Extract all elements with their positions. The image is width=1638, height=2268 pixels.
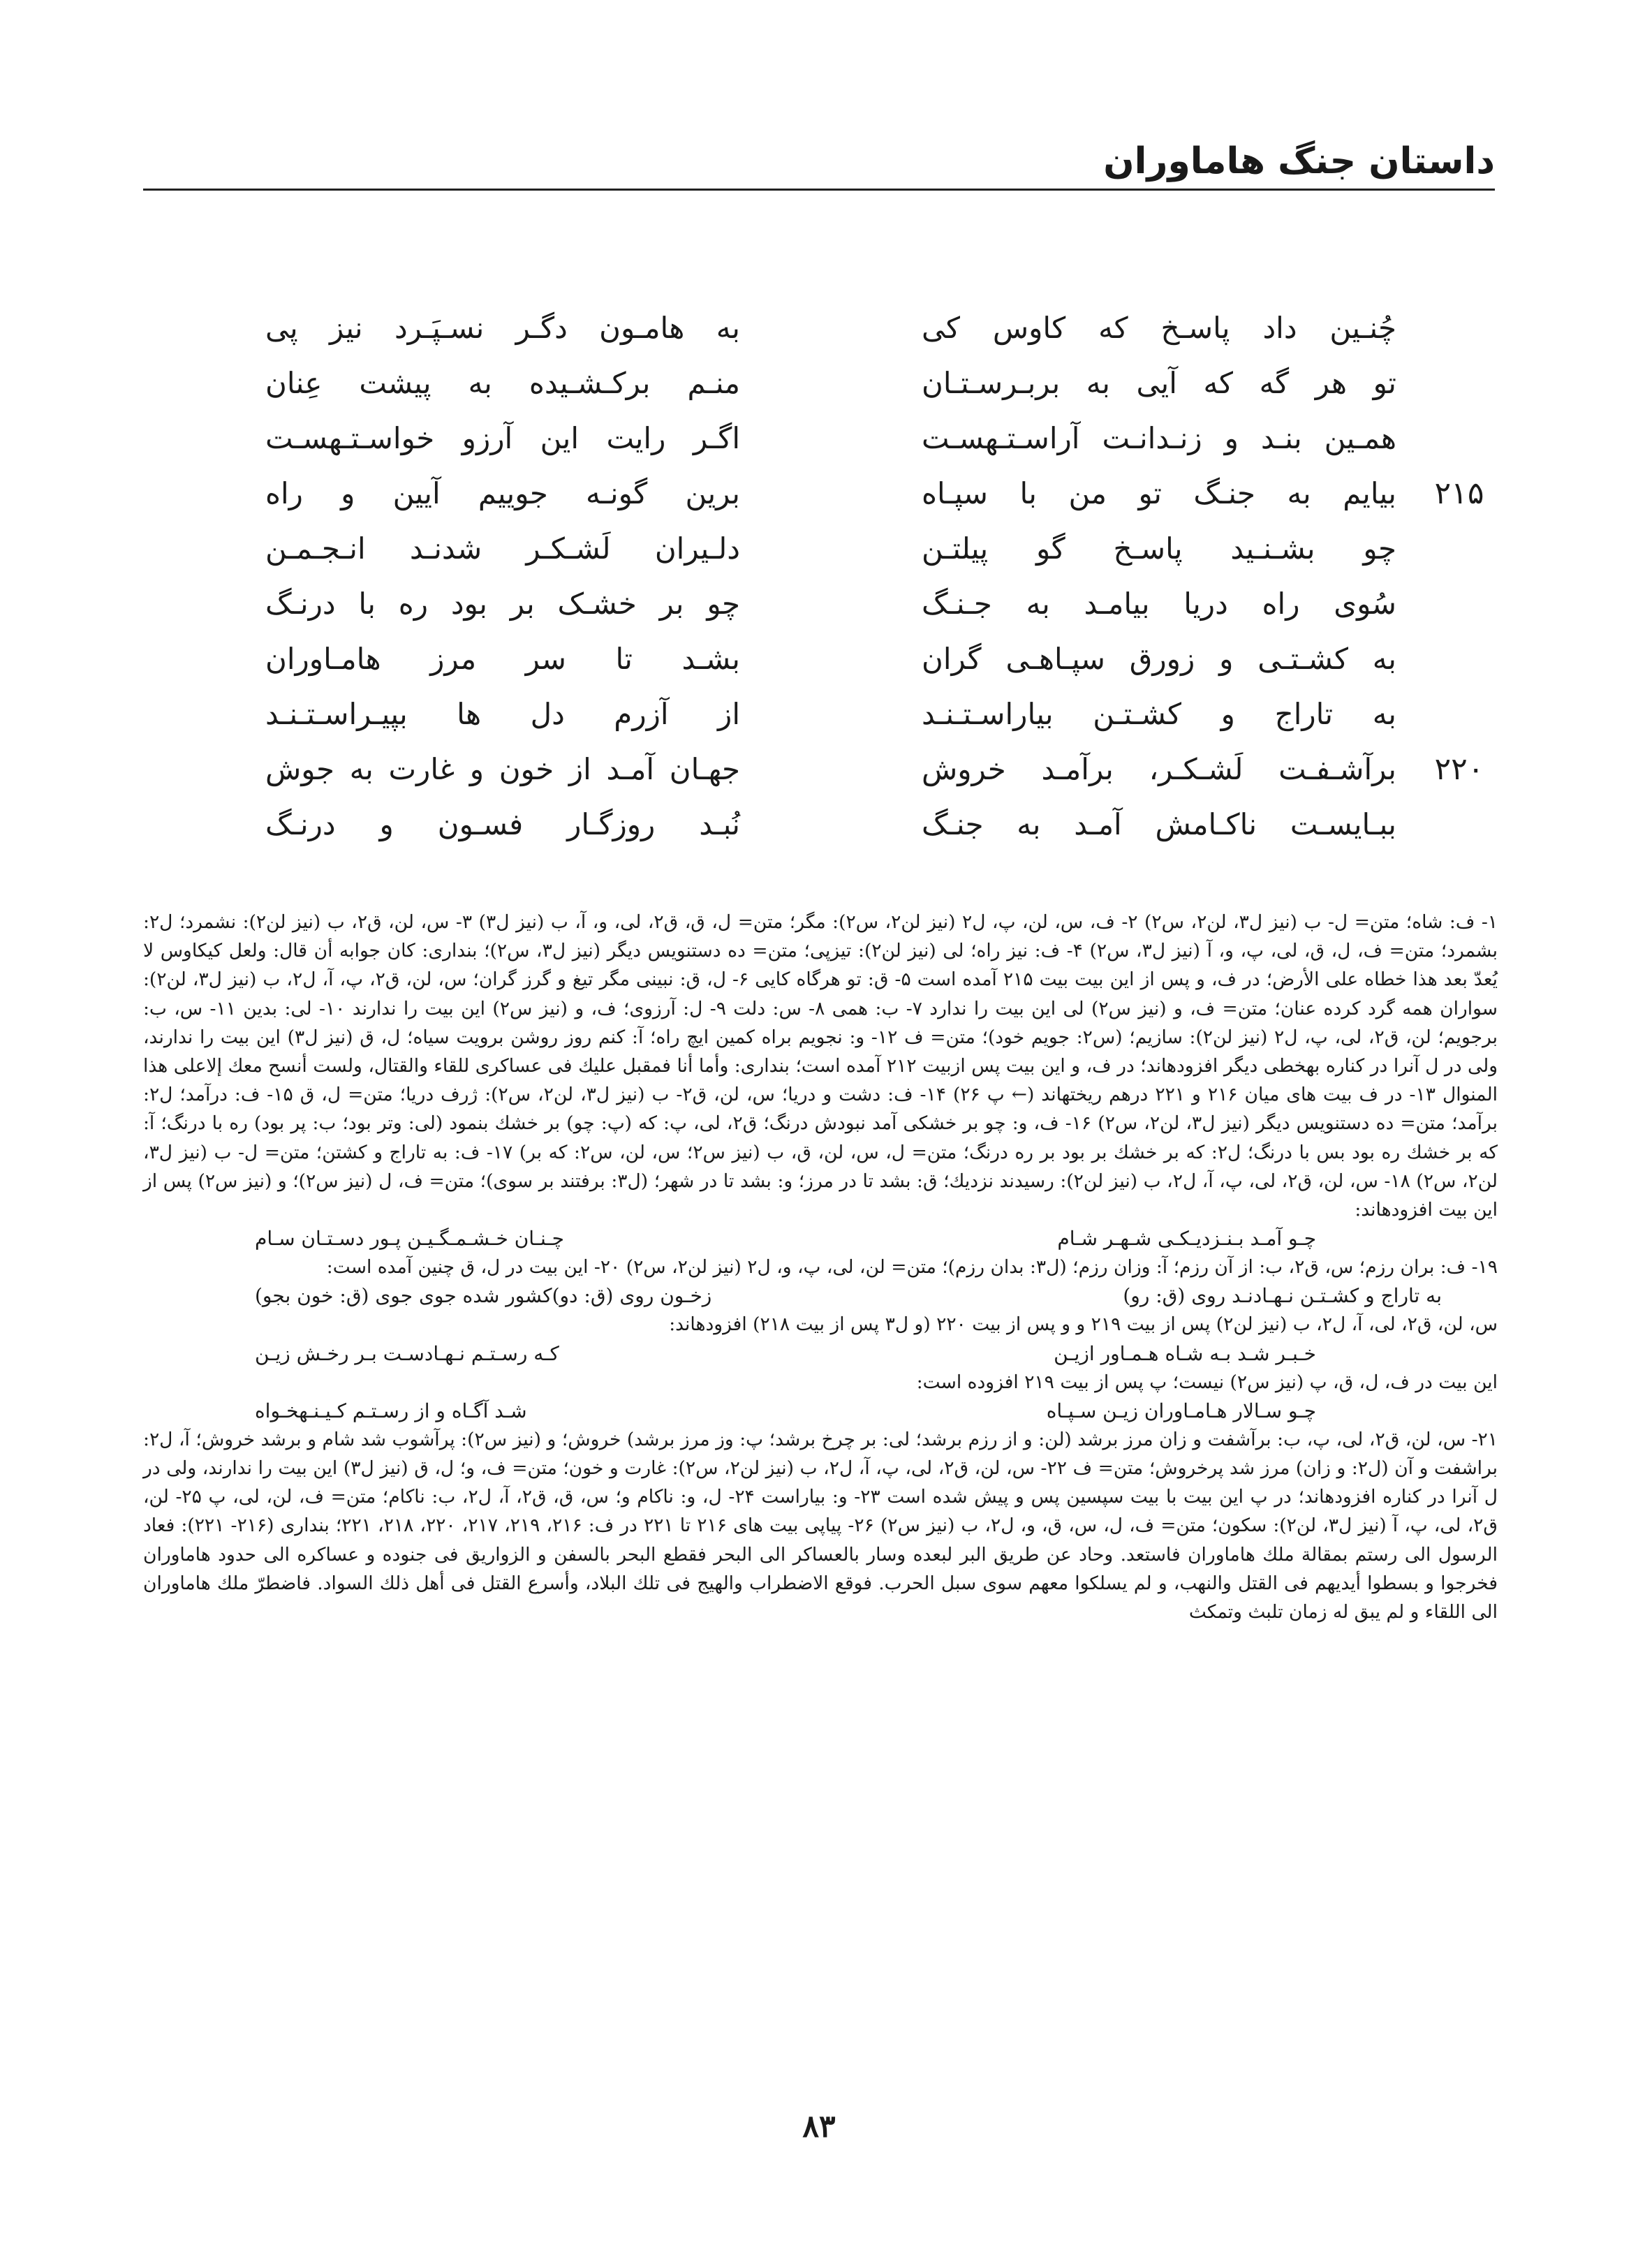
verse-left-hemistich: نُبـد روزگـار فسـون و درنـگ [265,807,740,841]
verse-line [251,686,1438,742]
footnote-paragraph: این بیت در ف، ل، ق، پ (نیز س۲) نیست؛ پ پس از بیت ۲۱۹ افزوده است: [916,1371,1498,1393]
verse-left-hemistich: اگـر رایت این آرزو خواسـتـهسـت [265,421,740,455]
footnote-verse [143,1224,1498,1253]
verse-left-hemistich: به هامـون دگـر نسـپَـرد نیز پی [265,311,740,345]
page-number: ۸۳ [802,2109,836,2144]
verse-right-hemistich: سُوی راه دریا بیامـد به جـنـگ [922,587,1396,621]
verse-right-hemistich: به کشـتـی و زورق سپـاهـی گران [922,642,1396,676]
verse-left-hemistich: از آزرم دل ها بپیـراسـتـنـد [265,697,740,731]
verse-number: ۲۱۵ [1434,476,1484,511]
footnote-paragraph: ۱- ف: شاه؛ متن= ل- ب (نیز ل۳، لن۲، س۲) ۲- ف، س، لن، پ، ل۲ (نیز لن۲، س۲): مگر؛ متن= ل، ق، ق۲، لی، و، آ، ب (نیز ل۳) ۳- س، لن، ق۲، ب (نیز لن۲): نشمرد؛ ل۲: بشمرد؛ متن= ف، ل، ق، لی، پ، و، آ (نیز ل۳، س۲) ۴- ف: نیز راه؛ لی (نیز لن۲): تیزپی؛ متن= ده دستنویس دیگر (نیز ل۳، س۲)؛ بنداری: کان جوابه أن قال: ولعل کیکاوس لا یُعدّ بعد هذا خطاه علی الأرض؛ در ف، و پس از این بیت بیت ۲۱۵ آمده است ۵- ق: تو هرگاه کایی ۶- ل، ق: نبینی مگر تیغ و گرز گران؛ س، لن، ق۲، پ، آ، ل۲، ب (نیز ل۳، لن۲): سواران همه گرد کرده عنان؛ متن= ف، و (نیز س۲) لی این بیت را ندارد ۷- ب: همی ۸- س: دلت ۹- ل: آرزوی؛ ف، و (نیز س۲) این بیت را ندارند ۱۰- لی: بدین ۱۱- س، ب: برجویم؛ لن، ق۲، لی، پ، ل۲ (نیز لن۲): سازیم؛ (س۲: جویم خود)؛ متن= ف ۱۲- و: نجویم براه کمین ایچ راه؛ آ: کنم روز روشن برویت سیاه؛ ل، ق (نیز ل۳) این بیت را ندارند، ولی در ل آنرا در کناره بهخطی دیگر افزودهاند؛ در ف، و این بیت پس ازبیت ۲۱۲ آمده است؛ بنداری: وأما أنا فمقبل علیك فی عساکری للقاء والقتال، ولست أنسح معك إلاعلی هذا المنوال ۱۳- در ف بیت های میان ۲۱۶ و ۲۲۱ درهم ریختهاند (← پ ۲۶) ۱۴- ف: دشت و دریا؛ س، لن، ق۲- ب (نیز ل۳، لن۲، س۲): ژرف دریا؛ متن= ل، ق ۱۵- ف: درآمد؛ ل۲: برآمد؛ متن= ده دستنویس دیگر (نیز ل۳، لن۲، س۲) ۱۶- ف، و: چو بر خشکی آمد نبودش درنگ؛ ق۲، لی، پ: که (پ: چو) بر خشك بنمود (لی: وتر بود؛ ب: پر بود) ره با درنگ؛ آ: که بر خشك ره بود بس با درنگ؛ ل۲: که بر خشك بر بود بر ره درنگ؛ متن= ل، س، لن، ق، ب (نیز س۲؛ س، لن، س۲: که بر) ۱۷- ف: به تاراج و کشتن؛ متن= ل- ب (نیز ل۳، لن۲، س۲) ۱۸- س، لن، ق۲، لی، پ، آ، ل۲، ب (نیز لن۲): رسیدند نزدیك؛ ق: بشد تا در مرز؛ و: بشد تا در شهر؛ (ل۳: برفتند بر سوی)؛ متن= ف، ل (نیز س۲)؛ و (نیز س۲) پس از این بیت افزودهاند: [143,911,1498,1221]
verse-line [251,355,1438,411]
verse-left-hemistich: بشـد تا سر مرز هامـاوران [265,642,740,676]
footnote-verse-left: شـد آگـاه و از رسـتـم کـیـنـهخـواه [255,1399,527,1422]
verse-line [251,411,1438,466]
running-header [140,137,1495,186]
footnote-verse-left: کـه رسـتـم نـهـادسـت بـر رخـش زیـن [255,1341,559,1365]
footnote-verse-left: زخـون روی (ق: دو)کشور شده جوی جوی (ق: خون بجو) [255,1284,712,1308]
footnote-verse-right: خـبـر شـد بـه شـاه هـمـاور ازیـن [1054,1341,1316,1365]
verse-left-hemistich: جهـان آمـد از خون و غارت به جوش [265,752,740,786]
verse-right-hemistich: تو هر گه که آیی به بربـرسـتـان [922,366,1396,400]
verse-right-hemistich: بیایم به جنـگ تو من با سپـاه [922,476,1396,510]
page-title: داستان جنگ هاماوران [1103,140,1495,182]
header-divider [143,189,1495,191]
verse-left-hemistich: چو بر خشـک بر بود ره با درنـگ [265,587,740,621]
verse-left-hemistich: دلـیران لَشـکـر شدنـد انـجـمـن [265,531,740,566]
footnote-verse-right: چـو آمـد بـنـزدیـکـی شـهـر شـام [1057,1227,1316,1251]
verse-line [251,300,1438,355]
verse-line [251,576,1438,631]
poem-block [251,300,1484,852]
verse-left-hemistich: برین گونـه جوییم آیین و راه [265,476,740,510]
verse-line [251,742,1484,797]
footnote-paragraph: ۲۱- س، لن، ق۲، لی، پ، ب: برآشفت و زان مرز برشد (لن: و از رزم برشد؛ لی: بر چرخ برشد؛ پ: وز مرز برشد) خروش؛ و (نیز س۲): پرآشوب شد شام و برشد خروش؛ آ، ل۲: براشفت و آن (ل۲: و زان) مرز شد پرخروش؛ متن= ف ۲۲- س، لن، ق۲، لی، پ، آ، ل۲، ب (نیز لن۲، س۲): غارت و خون؛ متن= ف، و؛ ل، ق (نیز ل۳) این بیت را ندارند، ولی در ل آنرا در کناره افزودهاند؛ در پ این بیت با بیت سپسین پس و پیش شده است ۲۳- و: بیاراست ۲۴- ل، و: ناکام و؛ س، ق، ق۲، آ، ل۲، ب: ناکام؛ متن= ف، لن، لی، پ ۲۵- لن، ق۲، لی، پ، آ (نیز ل۳، لن۲): سکون؛ متن= ف، ل، س، ق، و، ل۲، ب (نیز س۲) ۲۶- پیاپی بیت های ۲۱۶ تا ۲۲۱ در ف: ۲۱۶، ۲۱۹، ۲۱۷، ۲۲۰، ۲۱۸، ۲۲۱؛ بنداری (۲۱۶- ۲۲۱): فعاد الرسول الی رستم بمقالة ملك هاماوران فاستعد. وحاد عن طریق البر لبعده وسار بالعساکر الی البحر فقطع البحر بالسفن و الزواریق فی جنوده و عساکره الی حدود هاماوران فخرجوا و بسطوا أیدیهم فی القتل والنهب، و لم یسلکوا معهم سوی سبل الحرب. فوقع الاضطراب والهیج فی تلك البلاد، وأسرع القتل فی أهل ذلك السواد. فاضطرّ ملك هاماوران الی اللقاء و لم یبق له زمان تلبث وتمکث [143,1428,1498,1623]
footnote-verse [143,1397,1498,1425]
footnote-verse [143,1339,1498,1368]
verse-line [251,466,1484,521]
verse-number: ۲۲۰ [1434,751,1484,787]
footnotes-section [143,908,1498,1626]
verse-right-hemistich: به تاراج و کشـتـن بیاراسـتـنـد [922,697,1396,731]
verse-line [251,521,1438,576]
verse-line [251,631,1438,686]
verse-line [251,797,1438,852]
verse-left-hemistich: منـم برکـشـیده به پیشت عِنان [265,366,740,400]
footnote-verse-right: به تاراج و کشـتـن نـهـادنـد روی (ق: رو) [1123,1284,1442,1308]
footnote-verse [143,1281,1498,1310]
footnote-verse-left: چـنـان خـشـمـگـیـن پـور دسـتـان سـام [255,1227,564,1251]
verse-right-hemistich: چُنـین داد پاسـخ که کاوس کی [922,311,1396,345]
footnote-paragraph: ۱۹- ف: بران رزم؛ س، ق۲، ب: از آن رزم؛ آ: وزان رزم؛ (ل۳: بدان رزم)؛ متن= لن، لی، پ، و، ل۲ (نیز لن۲، س۲) ۲۰- این بیت در ل، ق چنین آمده است: [326,1256,1498,1279]
verse-right-hemistich: برآشـفـت لَشـکـر، برآمـد خروش [922,752,1396,786]
verse-right-hemistich: چو بشـنـید پاسـخ گو پیلتـن [922,531,1396,566]
footnote-verse-right: چـو سـالار هـامـاوران زیـن سـپـاه [1046,1399,1316,1422]
footnote-paragraph: س، لن، ق۲، لی، آ، ل۲، ب (نیز لن۲) پس از بیت ۲۱۹ و و پس از بیت ۲۲۰ (و ل۳ پس از بیت ۲۱۸) افزودهاند: [669,1313,1498,1336]
verse-right-hemistich: همـین بنـد و زنـدانـت آراسـتـهسـت [922,421,1396,455]
verse-right-hemistich: ببـایسـت ناکـامش آمـد به جنـگ [922,807,1396,841]
